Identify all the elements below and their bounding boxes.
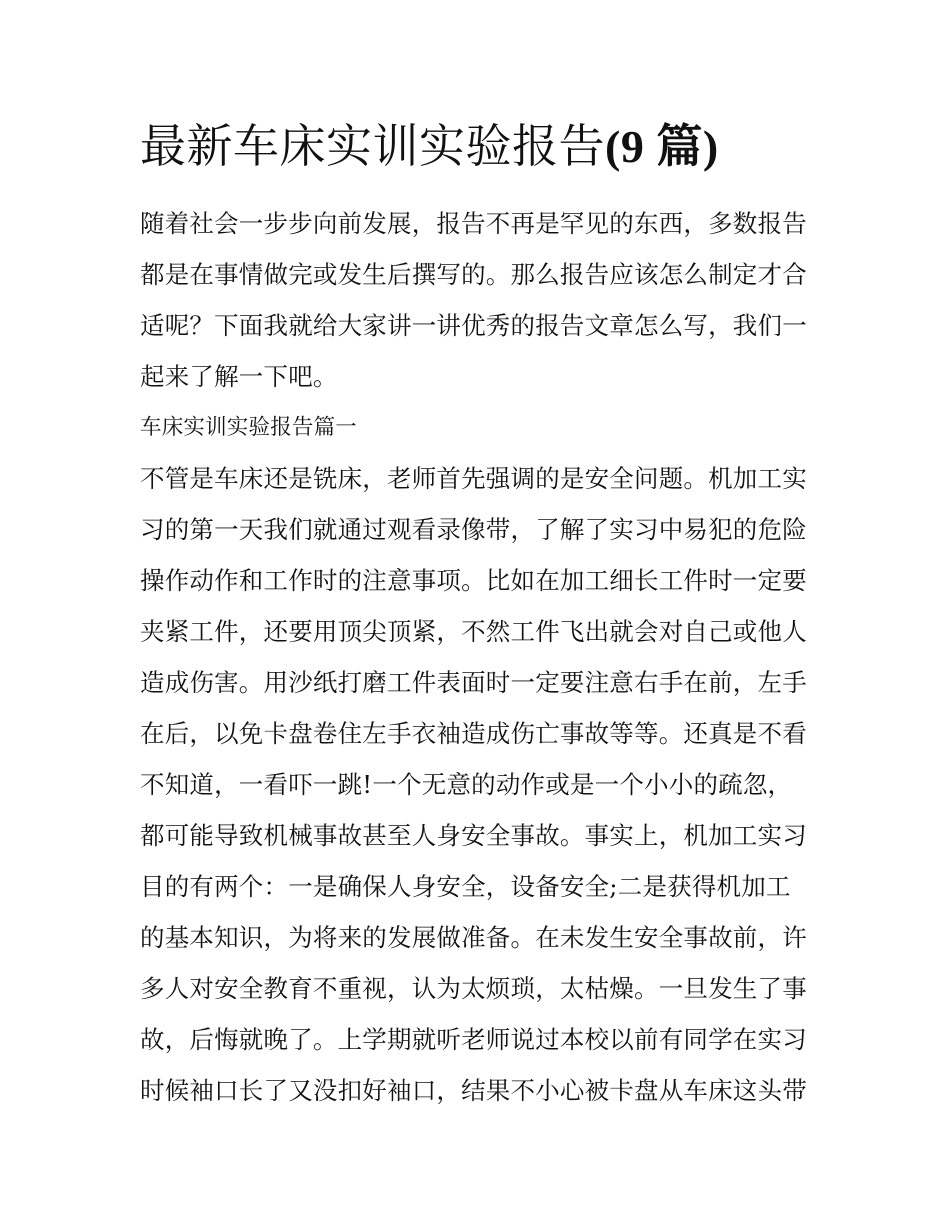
body-line: 都可能导致机械事故甚至人身安全事故。事实上，机加工实习 <box>140 821 807 850</box>
body-line: 目的有两个：一是确保人身安全，设备安全;二是获得机加工 <box>140 872 791 901</box>
body-line: 多人对安全教育不重视，认为太烦琐，太枯燥。一旦发生了事 <box>140 974 807 1003</box>
body-line: 夹紧工件，还要用顶尖顶紧，不然工件飞出就会对自己或他人 <box>140 617 807 646</box>
body-line: 操作动作和工作时的注意事项。比如在加工细长工件时一定要 <box>140 566 807 595</box>
intro-line: 都是在事情做完或发生后撰写的。那么报告应该怎么制定才合 <box>140 260 807 289</box>
body-line: 的基本知识，为将来的发展做准备。在未发生安全事故前，许 <box>140 923 807 952</box>
body-line: 造成伤害。用沙纸打磨工件表面时一定要注意右手在前，左手 <box>140 668 807 697</box>
title-suffix: (9 篇) <box>605 121 719 172</box>
title-main: 最新车床实训实验报告 <box>140 119 605 173</box>
document-title <box>140 112 719 181</box>
document-body <box>140 198 815 1116</box>
body-line: 不知道，一看吓一跳!一个无意的动作或是一个小小的疏忽， <box>140 770 793 799</box>
body-line: 习的第一天我们就通过观看录像带，了解了实习中易犯的危险 <box>140 515 807 544</box>
section-heading: 车床实训实验报告篇一 <box>140 415 358 440</box>
body-line: 时候袖口长了又没扣好袖口，结果不小心被卡盘从车床这头带 <box>140 1076 807 1105</box>
body-line: 在后，以免卡盘卷住左手衣袖造成伤亡事故等等。还真是不看 <box>140 719 807 748</box>
body-line: 故，后悔就晚了。上学期就听老师说过本校以前有同学在实习 <box>140 1025 807 1054</box>
intro-line: 适呢？下面我就给大家讲一讲优秀的报告文章怎么写，我们一 <box>140 311 807 340</box>
intro-line: 起来了解一下吧。 <box>140 362 338 391</box>
intro-line: 随着社会一步步向前发展，报告不再是罕见的东西，多数报告 <box>140 209 807 238</box>
body-line: 不管是车床还是铣床，老师首先强调的是安全问题。机加工实 <box>140 464 807 493</box>
